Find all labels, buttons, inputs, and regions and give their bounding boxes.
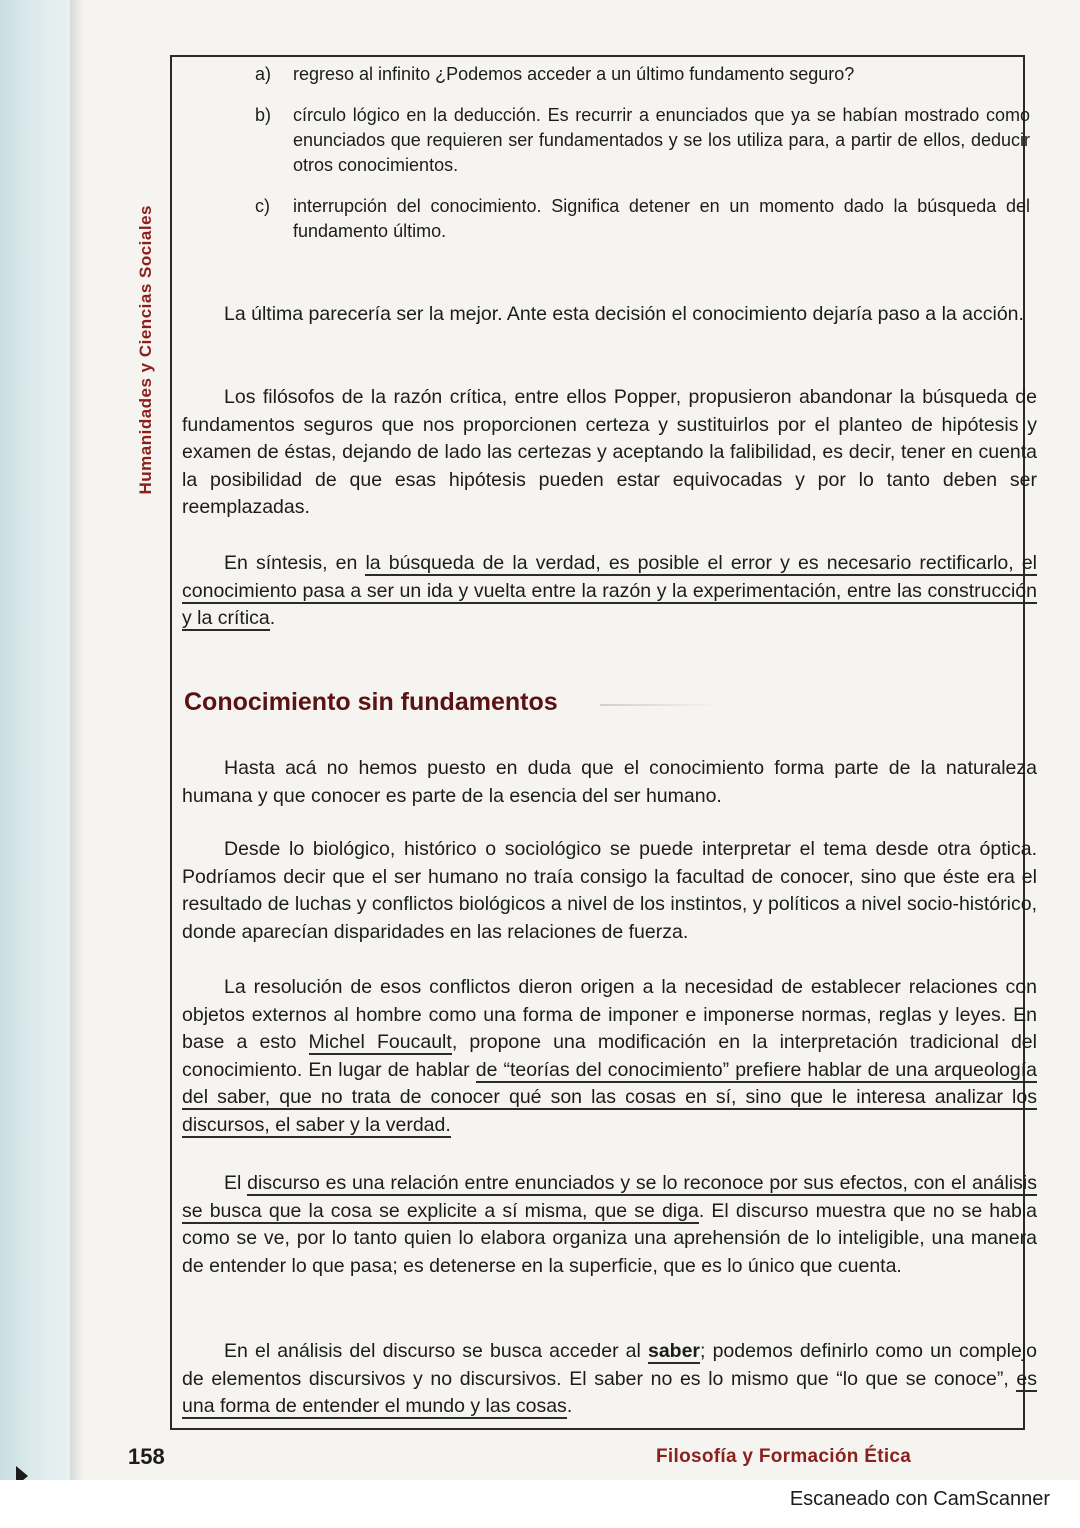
paragraph-3 (182, 550, 1037, 633)
list-item (255, 194, 1030, 244)
page-number: 158 (128, 1444, 165, 1469)
list-item (255, 103, 1030, 178)
underlined-name: Michel Foucault (308, 1031, 452, 1053)
section-heading: Conocimiento sin fundamentos (184, 688, 558, 716)
paragraph-8 (182, 1338, 1037, 1421)
underlined-text: es una forma de entender el mundo y las cosas (182, 1367, 1037, 1417)
paragraph-7 (182, 1170, 1037, 1280)
paragraph-2: Los filósofos de la razón crítica, entre ellos Popper, propusieron abandonar la búsqueda de fundamentos seguros que nos proporcionen certeza y sustituirlos por el planteo de hipótesis y examen de éstas, dejando de lado las certezas y aceptando la falibilidad, es decir, tener en cuenta la posibilidad de que esas hipótesis pueden estar equivocadas y por lo tanto deben ser reemplazadas. (182, 386, 1037, 518)
list-marker: b) (255, 105, 272, 125)
list-marker: a) (255, 64, 272, 84)
binding-shadow (70, 0, 84, 1480)
scanner-watermark: Escaneado con CamScanner (789, 1488, 1050, 1510)
text-run: En el análisis del discurso se busca acceder al (224, 1340, 648, 1362)
text-run: ; podemos definirlo como un complejo de elementos discursivos y no discursivos. El saber no es lo mismo que “lo que se conoce”, (182, 1340, 1037, 1390)
list-item-text: círculo lógico en la deducción. Es recurrir a enunciados que ya se habían mostrado como enunciados que requieren ser fundamentados y se los utiliza para, a partir de ellos, deducir otros conocimientos. (293, 105, 1030, 175)
underlined-text: de “teorías del conocimiento” prefiere hablar de una arqueología del saber, que no trata de conocer qué son las cosas en sí, sino que le interesa analizar los discursos, el saber y la verdad. (182, 1058, 1037, 1136)
text-run: En síntesis, en (224, 552, 366, 574)
side-section-title-text: Humanidades y Ciencias Sociales (136, 205, 155, 495)
paragraph-4: Hasta acá no hemos puesto en duda que el conocimiento forma parte de la naturaleza humana y que conocer es parte de la esencia del ser humano. (182, 757, 1037, 807)
underlined-term: saber (647, 1340, 701, 1362)
scanner-watermark-bar (0, 1480, 1080, 1528)
paragraph-6 (182, 974, 1037, 1139)
text-run: . El discurso muestra que no se habla como se ve, por lo tanto quien lo elabora organiza una aprehensión de lo inteligible, una manera de entender lo que pasa; es detenerse en la superficie, que es lo único que cuenta. (182, 1199, 1038, 1277)
paragraph-1: La última parecería ser la mejor. Ante esta decisión el conocimiento dejaría paso a la acción. (224, 303, 1024, 325)
text-run: , propone una modificación en la interpretación tradicional del conocimiento. En lugar de hablar (182, 1031, 1037, 1081)
text-run: La resolución de esos conflictos dieron origen a la necesidad de establecer relaciones con objetos externos al hombre como una forma de imponer e imponerse normas, reglas y leyes. En base a esto (182, 976, 1037, 1053)
text-run: El (224, 1172, 248, 1194)
side-section-title (128, 170, 164, 530)
text-run: . (269, 607, 276, 629)
numbered-list (255, 62, 1030, 260)
underlined-text: discurso es una relación entre enunciados y se lo reconoce por sus efectos, con el análisis se busca que la cosa se explicite a sí misma, que se diga (182, 1172, 1037, 1222)
list-item-text: regreso al infinito ¿Podemos acceder a un último fundamento seguro? (293, 64, 855, 84)
list-marker: c) (255, 196, 270, 216)
underlined-text: la búsqueda de la verdad, es posible el error y es necesario rectificarlo, el conocimiento pasa a ser un ida y vuelta entre la razón y la experimentación, entre las construcción y la crítica (182, 552, 1037, 629)
book-binding (0, 0, 70, 1480)
paragraph-5: Desde lo biológico, histórico o sociológico se puede interpretar el tema desde otra óptica. Podríamos decir que el ser humano no traía consigo la facultad de conocer, sino que éste era el resultado de luchas y conflictos biológicos a nivel de los instintos, y políticos a nivel socio-histórico, donde aparecían disparidades en las relaciones de fuerza. (182, 838, 1037, 943)
book-title: Filosofía y Formación Ética (656, 1446, 912, 1467)
list-item-text: interrupción del conocimiento. Significa detener en un momento dado la búsqueda del fundamento último. (293, 196, 1030, 241)
list-item (255, 62, 1030, 87)
text-run: . (566, 1395, 573, 1417)
heading-rule (600, 704, 720, 706)
